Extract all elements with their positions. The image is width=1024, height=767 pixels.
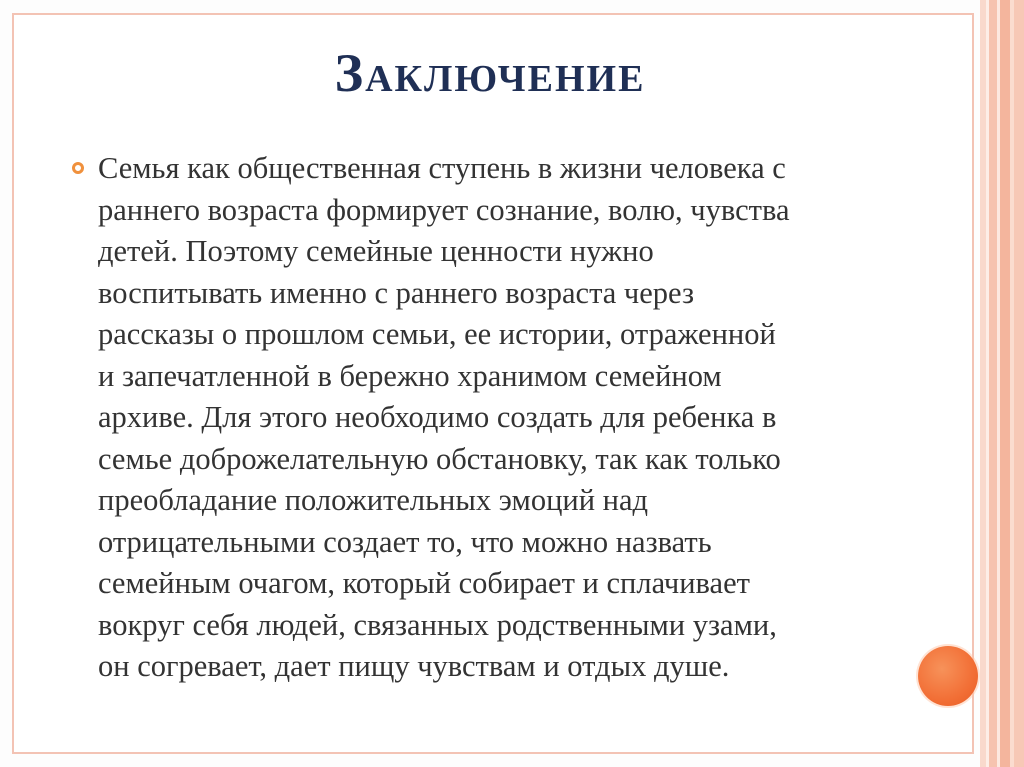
body-line: раннего возраста формирует сознание, волю, чувства <box>98 192 790 227</box>
body-line: детей. Поэтому семейные ценности нужно <box>98 234 654 268</box>
body-line: рассказы о прошлом семьи, ее истории, отраженной <box>98 317 776 351</box>
body-line: воспитывать именно с раннего возраста через <box>98 275 695 310</box>
body-paragraph <box>98 148 898 688</box>
body-line: вокруг себя людей, связанных родственными узами, <box>98 607 777 642</box>
body-line: Семья как общественная ступень в жизни человека с <box>98 151 786 185</box>
slide-title: Заключение <box>334 43 646 103</box>
stripe <box>989 0 997 767</box>
decorative-stripes <box>980 0 1024 767</box>
body-line: преобладание положительных эмоций над <box>98 483 649 517</box>
stripe <box>1000 0 1010 767</box>
ring-bullet-icon <box>72 162 84 174</box>
body-line: семье доброжелательную обстановку, так как только <box>98 441 781 476</box>
stripe <box>1014 0 1024 767</box>
body-line: отрицательными создает то, что можно назвать <box>98 524 712 559</box>
body-line: и запечатленной в бережно хранимом семейном <box>98 358 722 393</box>
body-line: архиве. Для этого необходимо создать для ребенка в <box>98 400 777 434</box>
body-line: семейным очагом, который собирает и сплачивает <box>98 566 750 600</box>
body-line: он согревает, дает пищу чувствам и отдых душе. <box>98 649 730 683</box>
orange-circle-icon <box>918 646 978 706</box>
